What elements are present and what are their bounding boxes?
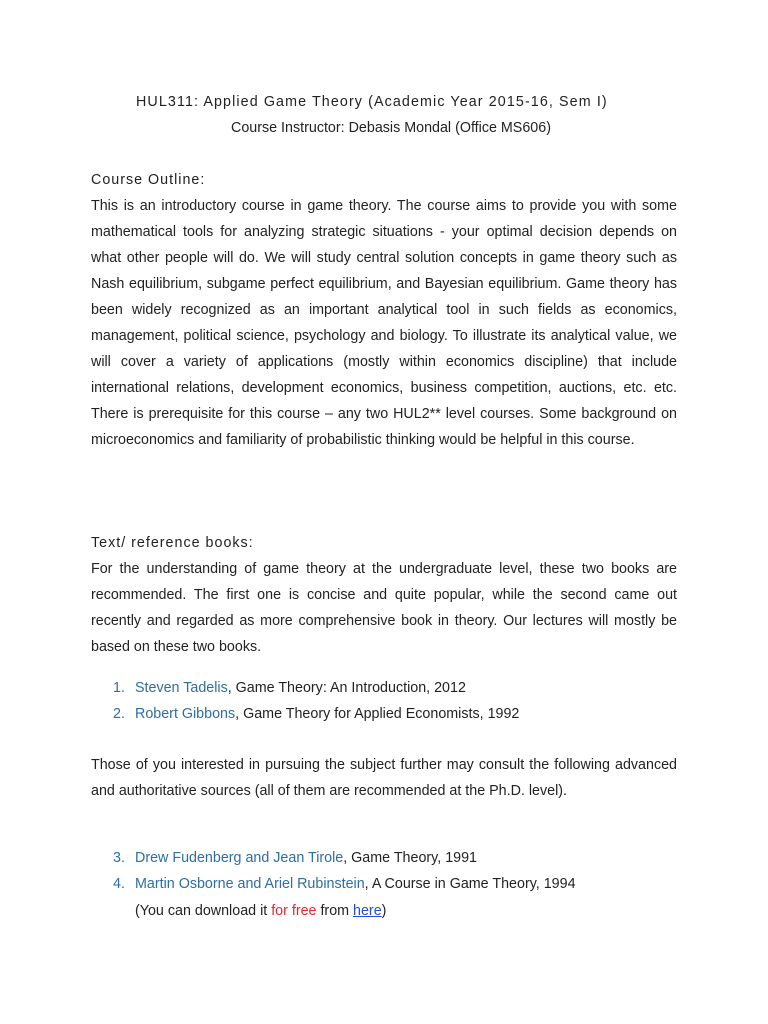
outline-heading: Course Outline:	[91, 172, 206, 188]
book-list-item-3	[113, 845, 477, 871]
list-number: 2.	[113, 706, 125, 722]
download-note-suffix: )	[381, 903, 387, 919]
course-title: HUL311: Applied Game Theory (Academic Year 2015-16, Sem I)	[136, 94, 608, 110]
book-list-item-4	[113, 871, 576, 897]
outline-paragraph: This is an introductory course in game theory. The course aims to provide you with some mathematical tools for analyzing strategic situations - your optimal decision depends on what other people will do. We will study central solution concepts in game theory such as Nash equilibrium, subgame perfect equilibrium, and Bayesian equilibrium. Game theory has been widely recognized as an important analytical tool in such fields as economics, management, political science, psychology and biology. To illustrate its analytical value, we will cover a variety of applications (mostly within economics discipline) that include international relations, development economics, business competition, auctions, etc. etc. There is prerequisite for this course – any two HUL2** level courses. Some background on microeconomics and familiarity of probabilistic thinking would be helpful in this course.	[91, 198, 677, 448]
download-note	[135, 898, 386, 924]
book-list-item-2	[113, 701, 519, 727]
book-list-item-1	[113, 675, 466, 701]
download-note-middle: from	[316, 903, 354, 919]
book-author: Drew Fudenberg and Jean Tirole	[135, 850, 344, 866]
books-heading: Text/ reference books:	[91, 535, 254, 551]
book-details: , Game Theory: An Introduction, 2012	[227, 680, 466, 696]
list-number: 4.	[113, 876, 125, 892]
books-intro-paragraph: For the understanding of game theory at the undergraduate level, these two books are recommended. The first one is concise and quite popular, while the second came out recently and regarded as more comprehensive book in theory. Our lectures will mostly be based on these two books.	[91, 561, 677, 655]
book-details: , A Course in Game Theory, 1994	[364, 876, 576, 892]
book-author: Robert Gibbons	[135, 706, 236, 722]
book-author: Steven Tadelis	[135, 680, 228, 696]
download-note-prefix: (You can download it	[135, 903, 272, 919]
list-number: 3.	[113, 850, 125, 866]
book-author: Martin Osborne and Ariel Rubinstein	[135, 876, 365, 892]
list-number: 1.	[113, 680, 125, 696]
book-details: , Game Theory for Applied Economists, 1992	[235, 706, 520, 722]
free-highlight: for free	[271, 903, 317, 919]
book-details: , Game Theory, 1991	[343, 850, 478, 866]
course-instructor: Course Instructor: Debasis Mondal (Office MS606)	[231, 120, 551, 136]
advanced-intro-paragraph: Those of you interested in pursuing the subject further may consult the following advanced and authoritative sources (all of them are recommended at the Ph.D. level).	[91, 757, 677, 799]
download-link[interactable]: here	[353, 903, 382, 919]
